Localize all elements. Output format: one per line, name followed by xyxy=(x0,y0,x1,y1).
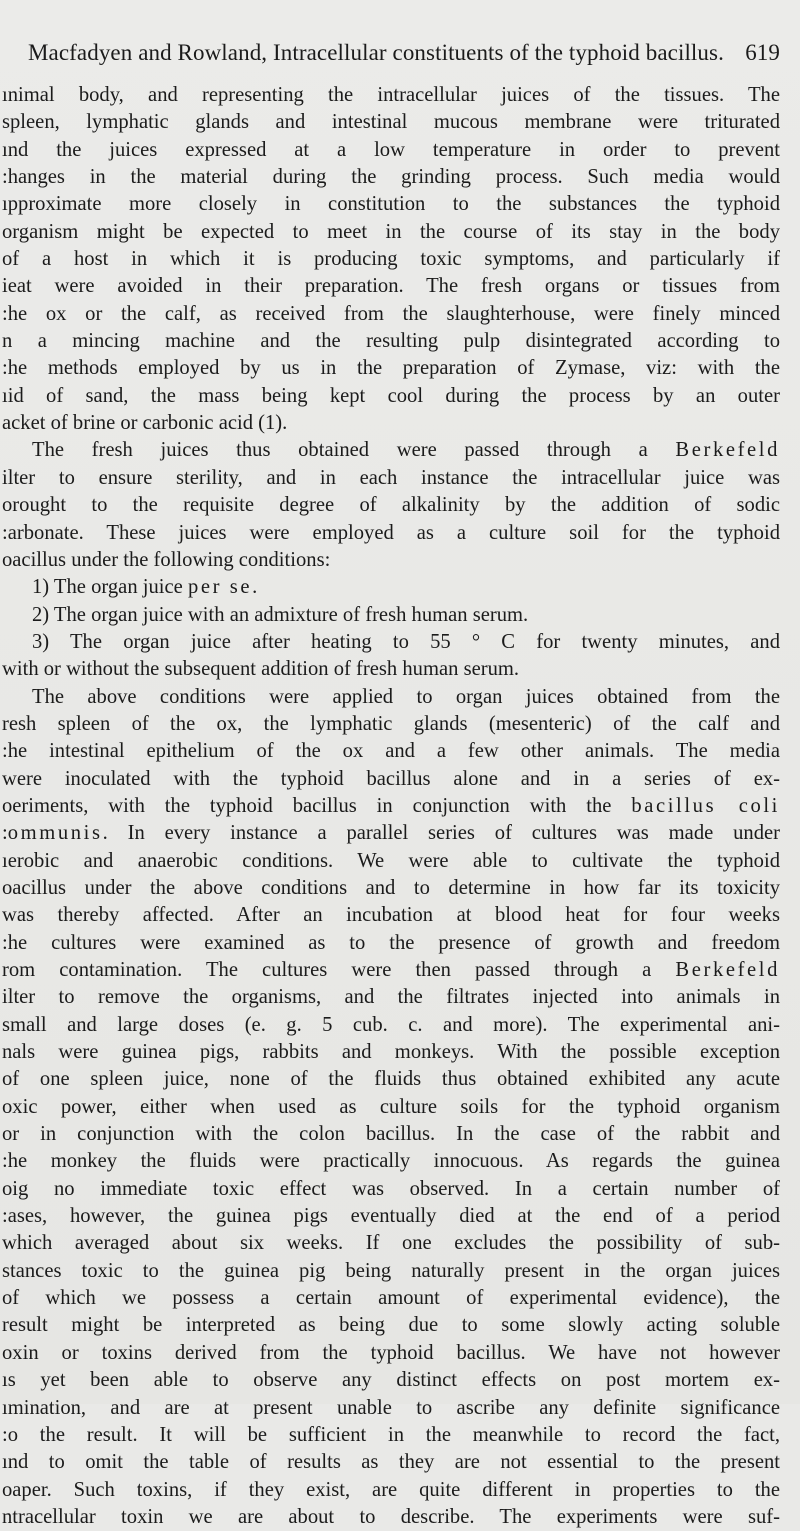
text-line: organism might be expected to meet in the course of its stay in the body xyxy=(2,220,780,243)
text-line: :hanges in the material during the grinding process. Such media would xyxy=(2,166,780,189)
text-line: ıs yet been able to observe any distinct effects on post mortem ex- xyxy=(2,1369,780,1392)
text-line: rom contamination. The cultures were then passed through a Berkefeld xyxy=(2,959,780,981)
text-line: oacillus under the above conditions and to determine in how far its toxicity xyxy=(2,876,780,899)
text-line: stances toxic to the guinea pig being naturally present in the organ juices xyxy=(2,1259,780,1282)
text-line: spleen, lymphatic glands and intestinal mucous membrane were triturated xyxy=(2,111,780,134)
text-line: ilter to ensure sterility, and in each instance the intracellular juice was xyxy=(2,466,780,489)
page-number: 619 xyxy=(745,40,780,65)
text-line: :ommunis. In every instance a parallel series of cultures was made under xyxy=(2,822,780,845)
text-line: :o the result. It will be sufficient in the meanwhile to record the fact, xyxy=(2,1423,780,1446)
text-line: 2) The organ juice with an admixture of fresh human serum. xyxy=(32,603,529,626)
text-line: oacillus under the following conditions: xyxy=(2,548,331,571)
text-line: orought to the requisite degree of alkalinity by the addition of sodic xyxy=(2,494,780,517)
text-line: 1) The organ juice per se. xyxy=(32,576,258,599)
text-line: of a host in which it is producing toxic symptoms, and particularly if xyxy=(2,248,780,271)
text-line: :he intestinal epithelium of the ox and a few other animals. The media xyxy=(2,740,780,763)
text-line: or in conjunction with the colon bacillus. In the case of the rabbit and xyxy=(2,1123,780,1146)
text-line: ieat were avoided in their preparation. The fresh organs or tissues from xyxy=(2,275,780,298)
text-line: oxin or toxins derived from the typhoid bacillus. We have not however xyxy=(2,1341,780,1364)
text-line: was thereby affected. After an incubation at blood heat for four weeks xyxy=(2,904,780,927)
text-line: oeriments, with the typhoid bacillus in conjunction with the bacillus coli xyxy=(2,794,780,817)
text-line: ntracellular toxin we are about to describe. The experiments were suf- xyxy=(2,1505,780,1528)
text-line: were inoculated with the typhoid bacillus alone and in a series of ex- xyxy=(2,767,780,790)
text-line: which averaged about six weeks. If one excludes the possibility of sub- xyxy=(2,1232,780,1255)
text-line: ilter to remove the organisms, and the filtrates injected into animals in xyxy=(2,986,780,1009)
text-line: nals were guinea pigs, rabbits and monkeys. With the possible exception xyxy=(2,1041,780,1064)
text-line: ınd to omit the table of results as they are not essential to the present xyxy=(2,1451,780,1474)
text-line: oaper. Such toxins, if they exist, are quite different in properties to the xyxy=(2,1478,780,1501)
text-line: :arbonate. These juices were employed as a culture soil for the typhoid xyxy=(2,521,780,544)
text-line: acket of brine or carbonic acid (1). xyxy=(2,412,288,435)
text-line: :he methods employed by us in the preparation of Zymase, viz: with the xyxy=(2,357,780,380)
body-text xyxy=(0,82,786,1531)
text-line: :he monkey the fluids were practically innocuous. As regards the guinea xyxy=(2,1150,780,1173)
running-header xyxy=(28,40,780,76)
running-title: Macfadyen and Rowland, Intracellular constituents of the typhoid bacillus. xyxy=(28,40,724,65)
text-line: 3) The organ juice after heating to 55 ° C for twenty minutes, and xyxy=(32,630,780,653)
text-line: resh spleen of the ox, the lymphatic glands (mesenteric) of the calf and xyxy=(2,712,780,735)
text-line: :he ox or the calf, as received from the slaughterhouse, were finely minced xyxy=(2,302,780,325)
text-line: with or without the subsequent addition of fresh human serum. xyxy=(2,658,520,681)
text-line: :ases, however, the guinea pigs eventually died at the end of a period xyxy=(2,1205,780,1228)
text-line: of one spleen juice, none of the fluids thus obtained exhibited any acute xyxy=(2,1068,780,1091)
text-line: ıid of sand, the mass being kept cool during the process by an outer xyxy=(2,384,780,407)
text-line: The fresh juices thus obtained were passed through a Berkefeld xyxy=(32,439,780,462)
text-line: :he cultures were examined as to the presence of growth and freedom xyxy=(2,931,780,954)
text-line: ımination, and are at present unable to ascribe any definite significance xyxy=(2,1396,780,1419)
text-line: ınd the juices expressed at a low temperature in order to prevent xyxy=(2,138,780,161)
text-line: of which we possess a certain amount of experimental evidence), the xyxy=(2,1287,780,1310)
text-line: ıerobic and anaerobic conditions. We were able to cultivate the typhoid xyxy=(2,849,780,872)
text-line: The above conditions were applied to organ juices obtained from the xyxy=(32,685,780,708)
text-line: oxic power, either when used as culture soils for the typhoid organism xyxy=(2,1095,780,1118)
text-line: ıpproximate more closely in constitution to the substances the typhoid xyxy=(2,193,780,216)
text-line: oig no immediate toxic effect was observed. In a certain number of xyxy=(2,1177,780,1200)
text-line: ınimal body, and representing the intracellular juices of the tissues. The xyxy=(2,84,780,106)
text-line: n a mincing machine and the resulting pulp disintegrated according to xyxy=(2,330,780,353)
text-line: small and large doses (e. g. 5 cub. c. and more). The experimental ani- xyxy=(2,1013,780,1036)
text-line: result might be interpreted as being due to some slowly acting soluble xyxy=(2,1314,780,1337)
